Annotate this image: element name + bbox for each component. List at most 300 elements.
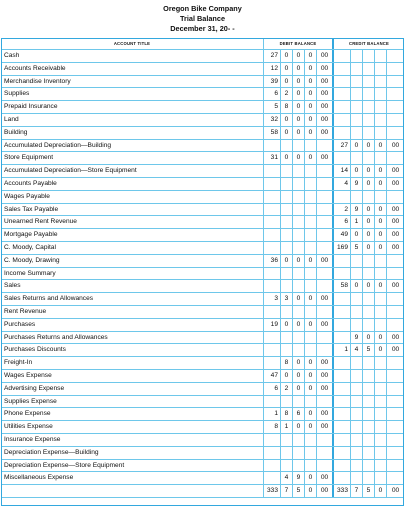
debit-digit-cell: 0: [305, 114, 317, 126]
debit-digit-cell: 0: [305, 408, 317, 420]
debit-digit-cell: 0: [293, 63, 305, 75]
debit-digit-cell: [293, 447, 305, 459]
table-row: [1, 344, 404, 357]
credit-digit-cell: 1: [334, 344, 351, 356]
debit-digit-cell: [305, 178, 317, 190]
debit-digit-cell: 0: [281, 319, 293, 331]
debit-digit-cell: [305, 460, 317, 472]
credit-digit-cell: [387, 447, 404, 459]
report-date: December 31, 20- -: [170, 24, 235, 33]
table-row: [1, 383, 404, 396]
debit-digit-cell: 0: [305, 152, 317, 164]
credit-digit-cell: [351, 460, 363, 472]
credit-digit-cell: 0: [375, 165, 387, 177]
account-title-cell: Store Equipment: [1, 152, 264, 164]
credit-digit-cell: [334, 88, 351, 100]
debit-digit-cell: [264, 472, 281, 484]
debit-digit-cell: 2: [281, 88, 293, 100]
debit-digit-cell: [281, 344, 293, 356]
debit-digit-cell: [281, 229, 293, 241]
debit-digit-cell: [305, 165, 317, 177]
credit-digit-cell: 9: [351, 204, 363, 216]
account-title-cell: Accounts Receivable: [1, 63, 264, 75]
debit-digit-cell: 5: [293, 485, 305, 497]
debit-digit-cell: [317, 344, 334, 356]
credit-digit-cell: [363, 255, 375, 267]
credit-digit-cell: 0: [375, 242, 387, 254]
credit-digit-cell: [351, 472, 363, 484]
debit-digit-cell: [281, 434, 293, 446]
credit-digit-cell: [363, 63, 375, 75]
credit-digit-cell: 5: [351, 242, 363, 254]
credit-digit-cell: [351, 50, 363, 62]
debit-digit-cell: 6: [293, 408, 305, 420]
credit-digit-cell: [375, 152, 387, 164]
debit-digit-cell: [317, 140, 334, 152]
credit-digit-cell: [387, 88, 404, 100]
credit-digit-cell: 0: [351, 280, 363, 292]
credit-digit-cell: [387, 76, 404, 88]
debit-digit-cell: [317, 229, 334, 241]
table-row: [1, 50, 404, 63]
totals-row: [1, 485, 404, 498]
credit-digit-cell: [351, 293, 363, 305]
table-row: [1, 191, 404, 204]
debit-digit-cell: 0: [305, 357, 317, 369]
credit-digit-cell: [334, 383, 351, 395]
debit-digit-cell: 00: [317, 152, 334, 164]
debit-digit-cell: [264, 191, 281, 203]
credit-digit-cell: [387, 152, 404, 164]
table-row: [1, 127, 404, 140]
credit-digit-cell: [363, 114, 375, 126]
credit-digit-cell: 14: [334, 165, 351, 177]
credit-digit-cell: 49: [334, 229, 351, 241]
debit-digit-cell: [264, 165, 281, 177]
credit-digit-cell: [387, 306, 404, 318]
credit-digit-cell: [351, 357, 363, 369]
debit-digit-cell: [264, 357, 281, 369]
account-title-cell: Sales: [1, 280, 264, 292]
credit-digit-cell: 00: [391, 218, 400, 226]
debit-digit-cell: 8: [281, 357, 293, 369]
debit-digit-cell: [264, 216, 281, 228]
debit-digit-cell: 00: [317, 485, 334, 497]
credit-digit-cell: [363, 383, 375, 395]
credit-digit-cell: [351, 319, 363, 331]
credit-digit-cell: [334, 50, 351, 62]
debit-digit-cell: 3: [264, 293, 281, 305]
credit-digit-cell: [351, 114, 363, 126]
account-title-cell: Purchases Discounts: [1, 344, 264, 356]
debit-digit-cell: [317, 447, 334, 459]
account-title-cell: [1, 485, 264, 497]
table-row: [1, 434, 404, 447]
debit-digit-cell: [264, 332, 281, 344]
debit-digit-cell: [293, 332, 305, 344]
debit-digit-cell: 0: [293, 127, 305, 139]
debit-digit-cell: 0: [281, 127, 293, 139]
debit-digit-cell: [281, 268, 293, 280]
account-title-cell: Cash: [1, 50, 264, 62]
credit-digit-cell: [363, 152, 375, 164]
debit-digit-cell: [293, 460, 305, 472]
account-title-cell: Miscellaneous Expense: [1, 472, 264, 484]
debit-digit-cell: [305, 280, 317, 292]
debit-digit-cell: 00: [317, 114, 334, 126]
debit-digit-cell: [264, 460, 281, 472]
table-row: [1, 88, 404, 101]
table-row: [1, 101, 404, 114]
credit-digit-cell: [334, 319, 351, 331]
credit-digit-cell: 1: [351, 216, 363, 228]
credit-digit-cell: [363, 460, 375, 472]
debit-digit-cell: [317, 332, 334, 344]
debit-digit-cell: [305, 242, 317, 254]
credit-digit-cell: [363, 370, 375, 382]
credit-digit-cell: [375, 370, 387, 382]
credit-digit-cell: [375, 421, 387, 433]
debit-digit-cell: [305, 191, 317, 203]
table-row: [1, 357, 404, 370]
credit-digit-cell: [387, 293, 404, 305]
credit-digit-cell: [375, 383, 387, 395]
credit-digit-cell: [375, 396, 387, 408]
table-row: [1, 242, 404, 255]
table-row: [1, 460, 404, 473]
account-title-cell: Wages Expense: [1, 370, 264, 382]
credit-digit-cell: [363, 434, 375, 446]
table-row: [1, 140, 404, 153]
credit-digit-cell: [363, 472, 375, 484]
debit-digit-cell: 0: [281, 50, 293, 62]
debit-digit-cell: 6: [264, 88, 281, 100]
debit-digit-cell: 8: [281, 101, 293, 113]
credit-digit-cell: [387, 101, 404, 113]
credit-digit-cell: 00: [391, 205, 400, 213]
credit-digit-cell: 0: [375, 216, 387, 228]
credit-digit-cell: [351, 255, 363, 267]
debit-digit-cell: [281, 447, 293, 459]
credit-digit-cell: 9: [351, 332, 363, 344]
table-row: [1, 396, 404, 409]
debit-digit-cell: 0: [293, 421, 305, 433]
debit-digit-cell: 0: [281, 370, 293, 382]
credit-digit-cell: [351, 447, 363, 459]
table-row: [1, 447, 404, 460]
debit-digit-cell: [293, 204, 305, 216]
table-row: [1, 332, 404, 345]
debit-digit-cell: 0: [305, 127, 317, 139]
account-title-cell: Advertising Expense: [1, 383, 264, 395]
debit-digit-cell: 36: [264, 255, 281, 267]
credit-digit-cell: 0: [351, 140, 363, 152]
debit-digit-cell: [264, 268, 281, 280]
credit-digit-cell: [351, 421, 363, 433]
credit-digit-cell: [334, 268, 351, 280]
credit-digit-cell: [351, 63, 363, 75]
debit-digit-cell: 0: [305, 101, 317, 113]
credit-digit-cell: 9: [351, 178, 363, 190]
credit-digit-cell: [363, 50, 375, 62]
credit-digit-cell: [351, 268, 363, 280]
credit-digit-cell: [387, 357, 404, 369]
report-title: Trial Balance: [179, 14, 226, 23]
debit-digit-cell: [264, 229, 281, 241]
credit-digit-cell: [334, 76, 351, 88]
table-row: [1, 204, 404, 217]
account-title-cell: Supplies Expense: [1, 396, 264, 408]
credit-digit-cell: [387, 460, 404, 472]
credit-digit-cell: [351, 191, 363, 203]
credit-digit-cell: [387, 63, 404, 75]
debit-digit-cell: [305, 306, 317, 318]
table-row: [1, 293, 404, 306]
credit-digit-cell: 6: [334, 216, 351, 228]
credit-digit-cell: [375, 101, 387, 113]
credit-digit-cell: [334, 370, 351, 382]
credit-digit-cell: [363, 421, 375, 433]
debit-digit-cell: 0: [293, 101, 305, 113]
debit-digit-cell: 00: [317, 370, 334, 382]
credit-digit-cell: [363, 357, 375, 369]
debit-digit-cell: 00: [317, 357, 334, 369]
table-row: [1, 472, 404, 485]
credit-digit-cell: [334, 447, 351, 459]
credit-digit-cell: [334, 127, 351, 139]
credit-digit-cell: [363, 293, 375, 305]
debit-digit-cell: [281, 332, 293, 344]
debit-digit-cell: [264, 178, 281, 190]
credit-digit-cell: [363, 101, 375, 113]
table-row: [1, 268, 404, 281]
credit-digit-cell: 0: [363, 140, 375, 152]
credit-digit-cell: [375, 114, 387, 126]
debit-digit-cell: 1: [281, 421, 293, 433]
debit-digit-cell: 0: [293, 114, 305, 126]
debit-digit-cell: 00: [317, 293, 334, 305]
debit-digit-cell: 19: [264, 319, 281, 331]
account-title-cell: Depreciation Expense—Store Equipment: [1, 460, 264, 472]
credit-digit-cell: [363, 447, 375, 459]
debit-digit-cell: [317, 216, 334, 228]
credit-digit-cell: 0: [375, 485, 387, 497]
credit-digit-cell: 00: [391, 243, 400, 251]
debit-digit-cell: 0: [293, 76, 305, 88]
debit-digit-cell: [293, 344, 305, 356]
debit-digit-cell: [293, 191, 305, 203]
debit-digit-cell: 0: [305, 383, 317, 395]
account-title-cell: Purchases Returns and Allowances: [1, 332, 264, 344]
credit-digit-cell: [375, 357, 387, 369]
debit-digit-cell: 0: [293, 50, 305, 62]
credit-digit-cell: [375, 63, 387, 75]
credit-digit-cell: [334, 114, 351, 126]
credit-digit-cell: [351, 152, 363, 164]
debit-digit-cell: 0: [305, 63, 317, 75]
credit-digit-cell: 4: [334, 178, 351, 190]
credit-digit-cell: [375, 255, 387, 267]
table-row: [1, 408, 404, 421]
credit-digit-cell: [351, 306, 363, 318]
debit-digit-cell: 32: [264, 114, 281, 126]
table-row: [1, 178, 404, 191]
account-title-cell: Supplies: [1, 88, 264, 100]
credit-digit-cell: 27: [334, 140, 351, 152]
debit-digit-cell: [264, 434, 281, 446]
debit-digit-cell: 00: [317, 255, 334, 267]
credit-digit-cell: 333: [334, 485, 351, 497]
credit-digit-cell: 4: [351, 344, 363, 356]
debit-digit-cell: [264, 242, 281, 254]
credit-digit-cell: [334, 101, 351, 113]
debit-digit-cell: 0: [293, 88, 305, 100]
credit-digit-cell: 5: [363, 485, 375, 497]
debit-digit-cell: 0: [281, 76, 293, 88]
company-name: Oregon Bike Company: [163, 4, 242, 13]
credit-digit-cell: [363, 306, 375, 318]
credit-digit-cell: [363, 127, 375, 139]
debit-digit-cell: 0: [293, 357, 305, 369]
debit-digit-cell: 0: [293, 152, 305, 164]
debit-digit-cell: 58: [264, 127, 281, 139]
account-title-cell: Accumulated Depreciation—Building: [1, 140, 264, 152]
account-title-cell: Accounts Payable: [1, 178, 264, 190]
debit-digit-cell: 39: [264, 76, 281, 88]
debit-digit-cell: [293, 396, 305, 408]
credit-digit-cell: [387, 319, 404, 331]
debit-digit-cell: 0: [293, 255, 305, 267]
table-row: [1, 76, 404, 89]
account-title-cell: Accumulated Depreciation—Store Equipment: [1, 165, 264, 177]
debit-digit-cell: [281, 191, 293, 203]
debit-digit-cell: 00: [317, 408, 334, 420]
table-row: [1, 319, 404, 332]
credit-digit-cell: [387, 268, 404, 280]
debit-digit-cell: 0: [305, 255, 317, 267]
credit-digit-cell: 169: [334, 242, 351, 254]
trial-balance-table: [1, 38, 404, 498]
debit-digit-cell: 0: [305, 421, 317, 433]
debit-digit-cell: [317, 165, 334, 177]
debit-digit-cell: [317, 396, 334, 408]
credit-digit-cell: 0: [375, 178, 387, 190]
debit-digit-cell: 0: [293, 370, 305, 382]
credit-digit-cell: [334, 255, 351, 267]
credit-digit-cell: [363, 408, 375, 420]
account-title-cell: Depreciation Expense—Building: [1, 447, 264, 459]
credit-digit-cell: [387, 255, 404, 267]
debit-digit-cell: [293, 268, 305, 280]
debit-digit-cell: [281, 216, 293, 228]
debit-digit-cell: [293, 434, 305, 446]
debit-digit-cell: [293, 165, 305, 177]
debit-digit-cell: [317, 280, 334, 292]
credit-digit-cell: [334, 472, 351, 484]
credit-digit-cell: 5: [363, 344, 375, 356]
table-row: [1, 280, 404, 293]
credit-digit-cell: [375, 127, 387, 139]
debit-digit-cell: 3: [281, 293, 293, 305]
debit-digit-cell: 27: [264, 50, 281, 62]
credit-digit-cell: [387, 396, 404, 408]
credit-digit-cell: 00: [391, 141, 400, 149]
debit-digit-cell: 00: [317, 421, 334, 433]
credit-digit-cell: [363, 396, 375, 408]
table-header-row: [1, 38, 404, 50]
debit-digit-cell: 00: [317, 50, 334, 62]
credit-digit-cell: [334, 63, 351, 75]
debit-digit-cell: 12: [264, 63, 281, 75]
account-title-cell: Wages Payable: [1, 191, 264, 203]
credit-digit-cell: [334, 396, 351, 408]
debit-digit-cell: [317, 460, 334, 472]
account-title-cell: Phone Expense: [1, 408, 264, 420]
credit-digit-cell: 7: [351, 485, 363, 497]
credit-digit-cell: 0: [363, 178, 375, 190]
debit-digit-cell: [317, 434, 334, 446]
debit-digit-cell: [264, 396, 281, 408]
credit-digit-cell: [334, 357, 351, 369]
credit-digit-cell: [375, 319, 387, 331]
credit-digit-cell: [334, 306, 351, 318]
debit-digit-cell: [305, 268, 317, 280]
credit-digit-cell: [387, 472, 404, 484]
debit-digit-cell: 8: [264, 421, 281, 433]
debit-digit-cell: [293, 242, 305, 254]
debit-digit-cell: 0: [305, 472, 317, 484]
credit-digit-cell: [351, 408, 363, 420]
credit-digit-cell: [363, 319, 375, 331]
credit-digit-cell: 2: [334, 204, 351, 216]
debit-digit-cell: [281, 204, 293, 216]
debit-balance-header: DEBIT BALANCE: [264, 38, 334, 49]
debit-digit-cell: [305, 332, 317, 344]
account-title-cell: Sales Tax Payable: [1, 204, 264, 216]
debit-digit-cell: 2: [281, 383, 293, 395]
credit-digit-cell: [375, 50, 387, 62]
credit-digit-cell: 0: [375, 280, 387, 292]
debit-digit-cell: [264, 280, 281, 292]
credit-digit-cell: [387, 114, 404, 126]
debit-digit-cell: 0: [305, 88, 317, 100]
debit-digit-cell: [264, 344, 281, 356]
account-title-cell: Freight-In: [1, 357, 264, 369]
credit-digit-cell: [351, 383, 363, 395]
debit-digit-cell: 5: [264, 101, 281, 113]
credit-digit-cell: 0: [375, 332, 387, 344]
credit-digit-cell: [334, 460, 351, 472]
credit-digit-cell: 00: [391, 167, 400, 175]
debit-digit-cell: [305, 140, 317, 152]
debit-digit-cell: 1: [264, 408, 281, 420]
table-row: [1, 306, 404, 319]
credit-digit-cell: [363, 191, 375, 203]
debit-digit-cell: [317, 191, 334, 203]
debit-digit-cell: [293, 140, 305, 152]
credit-digit-cell: 00: [391, 333, 400, 341]
table-row: [1, 152, 404, 165]
debit-digit-cell: 6: [264, 383, 281, 395]
debit-digit-cell: 00: [317, 319, 334, 331]
credit-digit-cell: 0: [351, 165, 363, 177]
credit-digit-cell: 0: [375, 344, 387, 356]
debit-digit-cell: 00: [317, 472, 334, 484]
credit-digit-cell: 00: [391, 346, 400, 354]
account-title-cell: Income Summary: [1, 268, 264, 280]
debit-digit-cell: 7: [281, 485, 293, 497]
debit-digit-cell: 47: [264, 370, 281, 382]
